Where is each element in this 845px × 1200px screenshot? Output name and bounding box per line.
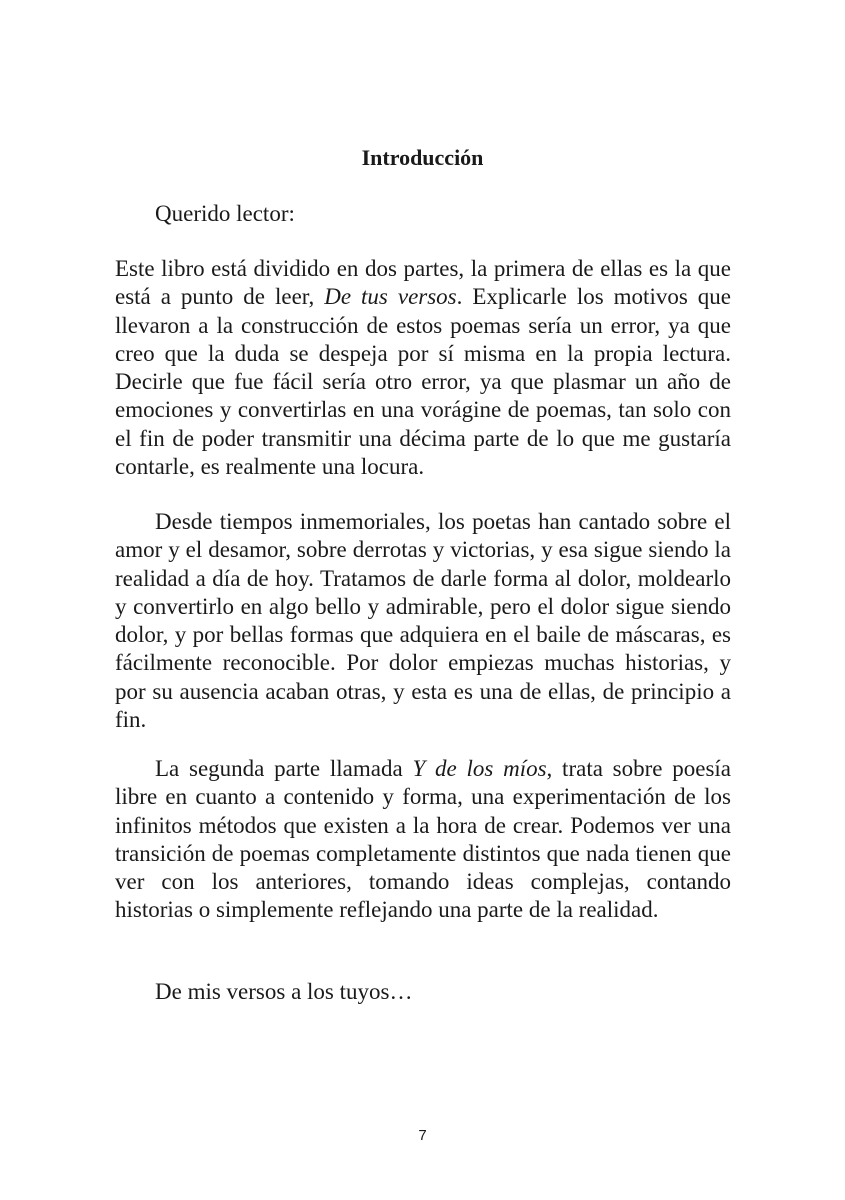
book-part-title-de-tus-versos: De tus versos bbox=[324, 284, 457, 310]
paragraph-intro-text-a: Este libro está dividido en dos partes, la primera de ellas es la que está a punto de leer, bbox=[115, 256, 731, 310]
page-number: 7 bbox=[418, 1127, 427, 1144]
paragraph-second-part bbox=[115, 755, 731, 925]
chapter-title: Introducción bbox=[361, 145, 484, 170]
closing-line: De mis versos a los tuyos… bbox=[155, 979, 413, 1004]
paragraph-second-part-text-b: , trata sobre poesía libre en cuanto a contenido y forma, una experimentación de los infinitos métodos que existen a la hora de crear. Podemos ver una transición de poemas completamente distintos que nada tienen que ver con los anteriores, tomando ideas complejas, contando historias o simplemente reflejando una parte de la realidad. bbox=[115, 756, 732, 923]
paragraph-second-part-text-a: La segunda parte llamada bbox=[155, 756, 413, 781]
paragraph-intro bbox=[115, 255, 731, 481]
paragraph-intro-text-b: . Explicarle los motivos que llevaron a la construcción de estos poemas sería un error, ya que creo que la duda se despeja por sí misma en la propia lectura. Decirle que fue fácil sería otro error, ya que plasmar un año de emociones y convertirlas en una vorágine de poemas, tan solo con el fin de poder transmitir una décima parte de lo que me gustaría contarle, es realmente una locura. bbox=[115, 284, 731, 480]
salutation: Querido lector: bbox=[155, 201, 295, 226]
book-part-title-y-de-los-mios: Y de los míos bbox=[412, 756, 547, 781]
paragraph-poets: Desde tiempos inmemoriales, los poetas han cantado sobre el amor y el desamor, sobre derrotas y victorias, y esa sigue siendo la realidad a día de hoy. Tratamos de darle forma al dolor, moldearlo y convertirlo en algo bello y admirable, pero el dolor sigue siendo dolor, y por bellas formas que adquiera en el baile de máscaras, es fácilmente reconocible. Por dolor empiezas muchas historias, y por su ausencia acaban otras, y esta es una de ellas, de principio a fin. bbox=[115, 509, 731, 733]
